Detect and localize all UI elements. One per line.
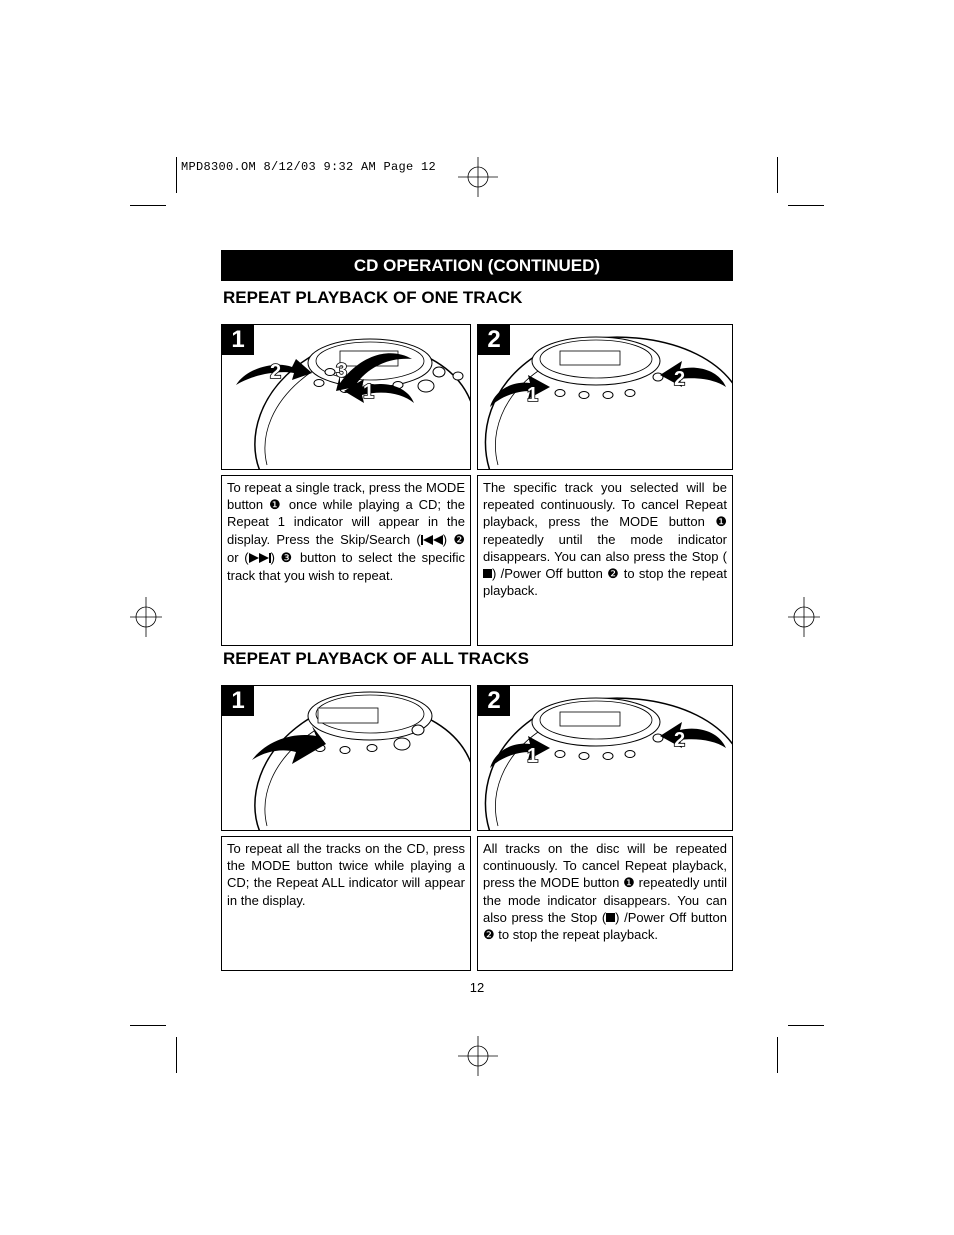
crop-mark: [130, 205, 166, 206]
crop-mark: [176, 1037, 177, 1073]
illustration-panel: [221, 685, 471, 831]
cd-player-illustration: [478, 686, 733, 831]
callout-number: 2: [674, 368, 686, 390]
crop-mark: [777, 1037, 778, 1073]
step-number-badge: 1: [222, 686, 254, 716]
callout-number: 1: [363, 381, 375, 403]
skip-back-icon: [421, 532, 443, 549]
registration-mark: [458, 1036, 498, 1076]
subheading-repeat-one: REPEAT PLAYBACK OF ONE TRACK: [223, 288, 523, 307]
instruction-text-part: ) /Power Off button ❷ to stop the repeat playback.: [483, 566, 727, 599]
crop-mark: [176, 157, 177, 193]
registration-mark: [130, 597, 162, 637]
stop-icon: [483, 569, 492, 578]
section-title: CD OPERATION (CONTINUED): [353, 255, 601, 275]
callout-number: 2: [674, 729, 686, 751]
section-title-bar: [221, 250, 733, 281]
callout-number: 1: [527, 384, 539, 406]
subheading-repeat-all: REPEAT PLAYBACK OF ALL TRACKS: [223, 649, 530, 668]
instruction-text: [477, 836, 733, 971]
print-header: MPD8300.OM 8/12/03 9:32 AM Page 12: [181, 160, 437, 174]
skip-forward-icon: [249, 550, 271, 567]
instruction-text: [477, 475, 733, 646]
callout-number: 1: [527, 745, 539, 767]
instruction-text-part: ) ❷ or (: [227, 531, 465, 565]
callout-number: 2: [270, 361, 282, 383]
instruction-text-part: ) ❸ button to select the specific track that you wish to repeat.: [227, 549, 465, 584]
step-number-badge: 2: [478, 686, 510, 716]
cd-player-illustration: [222, 325, 471, 470]
page-number: 12: [469, 980, 485, 995]
illustration-panel: [221, 324, 471, 470]
stop-icon: [606, 913, 615, 922]
crop-mark: [788, 1025, 824, 1026]
instruction-text-part: ) /Power Off button ❷ to stop the repeat playback.: [483, 909, 727, 943]
instruction-text-part: To repeat all the tracks on the CD, press the MODE button twice while playing a CD; the Repeat ALL indicator will appear in the display.: [227, 841, 465, 908]
instruction-text-part: To repeat a single track, press the MODE button ❶ once while playing a CD; the Repeat 1 indicator will appear in the display. Press the Skip/Search (: [227, 480, 465, 547]
cd-player-illustration: [478, 325, 733, 470]
crop-mark: [777, 157, 778, 193]
illustration-panel: [477, 324, 733, 470]
step-number-badge: 2: [478, 325, 510, 355]
crop-mark: [788, 205, 824, 206]
instruction-text-part: The specific track you selected will be repeated continuously. To cancel Repeat playback, press the MODE button ❶ repeatedly until the mode indicator disappears. You can also press the Stop (: [483, 480, 727, 564]
illustration-panel: [477, 685, 733, 831]
crop-mark: [130, 1025, 166, 1026]
registration-mark: [788, 597, 820, 637]
registration-mark: [458, 157, 498, 197]
instruction-text: [221, 836, 471, 971]
instruction-text: [221, 475, 471, 646]
callout-number: 3: [336, 360, 348, 382]
step-number-badge: 1: [222, 325, 254, 355]
instruction-text-part: All tracks on the disc will be repeated continuously. To cancel Repeat playback, press the MODE button ❶ repeatedly until the mode indicator disappears. You can also press the Stop (: [483, 841, 727, 925]
cd-player-illustration: [222, 686, 471, 831]
